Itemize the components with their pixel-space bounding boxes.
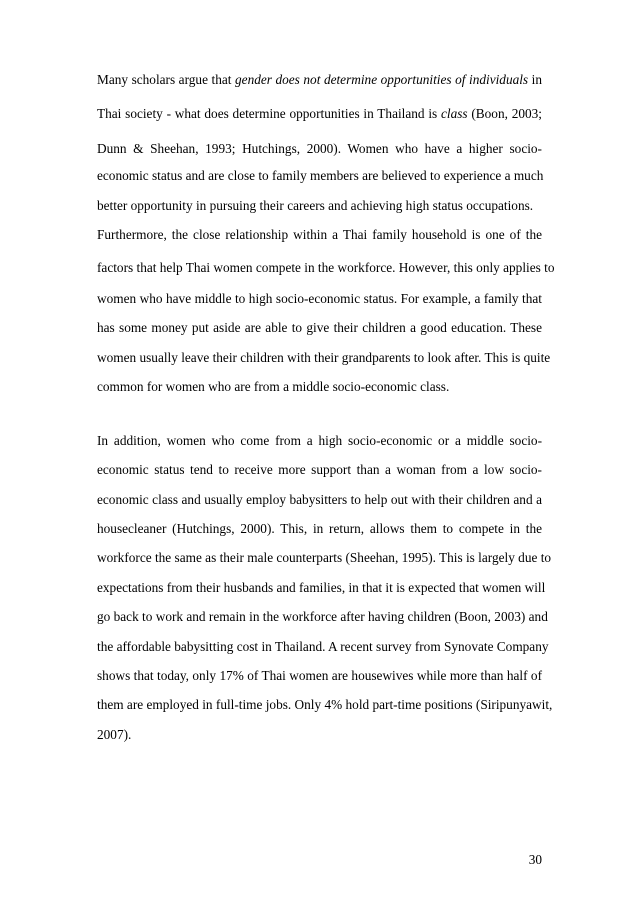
line-text: Thai society - what does determine opportunities in Thailand is	[97, 106, 441, 121]
italic-phrase: gender does not determine opportunities of individuals	[235, 72, 529, 87]
line-text: Many scholars argue that	[97, 72, 236, 87]
paragraph-1-line-7: factors that help Thai women compete in the workforce. However, this only applies to	[97, 260, 555, 275]
paragraph-1-line-8: women who have middle to high socio-economic status. For example, a family that	[97, 291, 542, 306]
paragraph-2-line-8: the affordable babysitting cost in Thailand. A recent survey from Synovate Company	[97, 639, 549, 654]
page-number: 30	[528, 852, 542, 867]
paragraph-2-line-11: 2007).	[97, 727, 132, 742]
line-text: (Boon, 2003;	[467, 106, 542, 121]
paragraph-2-line-5: workforce the same as their male counterparts (Sheehan, 1995). This is largely due to	[97, 550, 552, 565]
paragraph-1-line-9: has some money put aside are able to give their children a good education. These	[97, 320, 542, 335]
italic-word: class	[440, 106, 468, 121]
paragraph-2-line-10: them are employed in full-time jobs. Only 4% hold part-time positions (Siripunyawit,	[97, 697, 553, 712]
paragraph-1-line-1	[97, 70, 542, 90]
paragraph-1-line-3: Dunn & Sheehan, 1993; Hutchings, 2000). Women who have a higher socio-	[97, 141, 542, 156]
paragraph-1-line-4: economic status and are close to family members are believed to experience a much	[97, 168, 544, 183]
paragraph-1-line-2	[97, 104, 542, 124]
paragraph-2-line-1: In addition, women who come from a high socio-economic or a middle socio-	[97, 433, 542, 448]
paragraph-1-line-11: common for women who are from a middle socio-economic class.	[97, 379, 450, 394]
line-text: in	[528, 72, 542, 87]
paragraph-2-line-7: go back to work and remain in the workforce after having children (Boon, 2003) and	[97, 609, 548, 624]
paragraph-2-line-3: economic class and usually employ babysitters to help out with their children and a	[97, 492, 542, 507]
paragraph-2-line-2: economic status tend to receive more support than a woman from a low socio-	[97, 462, 542, 477]
paragraph-2-line-9: shows that today, only 17% of Thai women are housewives while more than half of	[97, 668, 542, 683]
paragraph-2-line-4: housecleaner (Hutchings, 2000). This, in return, allows them to compete in the	[97, 521, 542, 536]
paragraph-1-line-10: women usually leave their children with their grandparents to look after. This is quite	[97, 350, 551, 365]
paragraph-2-line-6: expectations from their husbands and families, in that it is expected that women will	[97, 580, 546, 595]
paragraph-1-line-6: Furthermore, the close relationship within a Thai family household is one of the	[97, 227, 542, 242]
paragraph-1-line-5: better opportunity in pursuing their careers and achieving high status occupations.	[97, 198, 534, 213]
